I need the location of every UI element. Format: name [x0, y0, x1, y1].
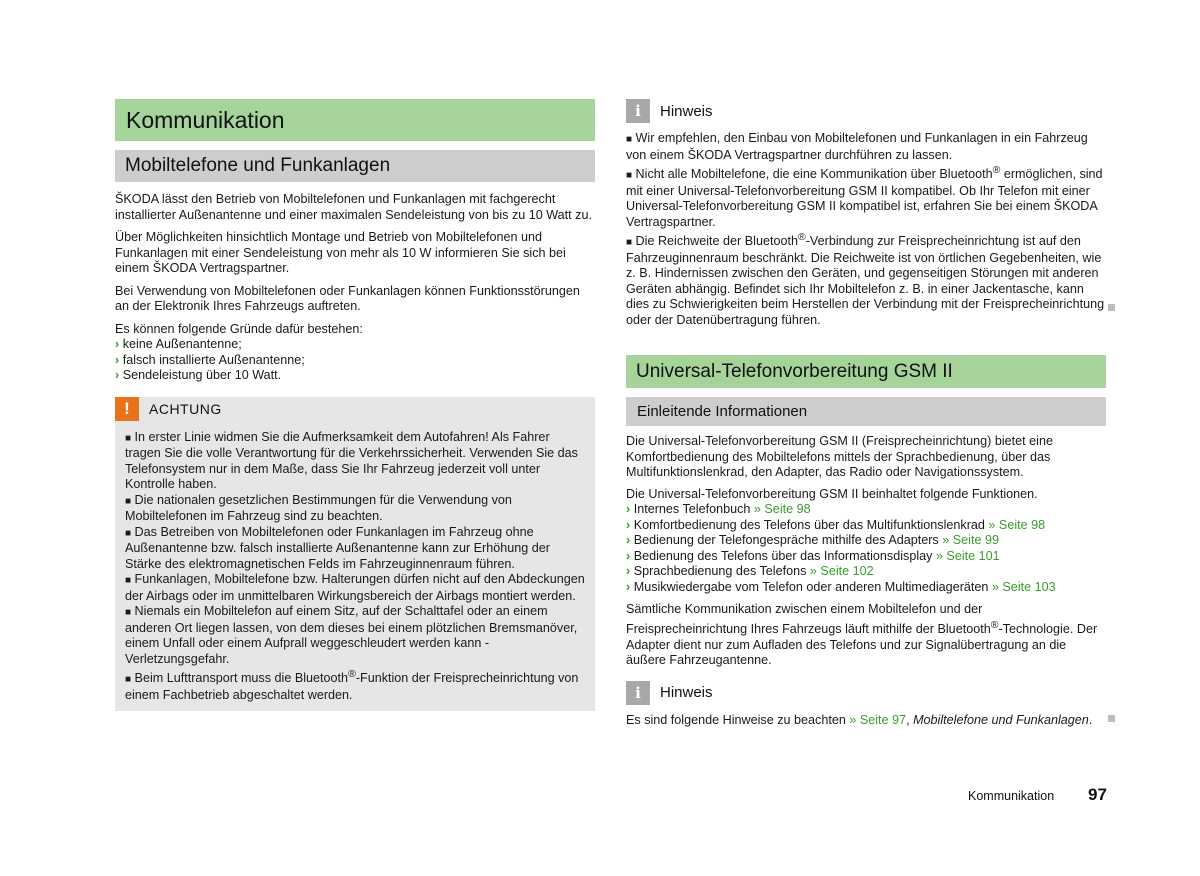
page-link[interactable]: » Seite 101: [935, 548, 1000, 563]
page-link[interactable]: » Seite 102: [809, 564, 874, 579]
arrow-icon: ›: [626, 564, 631, 579]
list-item: ■ Beim Lufttransport muss die Bluetooth®-Funktion der Freisprecheinrichtung von einem Fachbetrieb abgeschaltet werden.: [125, 668, 579, 702]
list-item: ■ Die Reichweite der Bluetooth®-Verbindung zur Freisprecheinrichtung ist auf den Fahrzeuginnenraum beschränkt. Die Reichweite ist von örtlichen Gegebenheiten, wie z. B. Hindernissen zwischen den Geräten, und gegenseitigen Störungen mit anderen Geräten abhängig. Befindet sich Ihr Mobiltelefon z. B. in einer Jackentasche, kann dies zu Schwierigkeiten beim Herstellen der Verbindung mit der Freisprecheinrichtung oder der Datenübertragung führen.: [626, 231, 1105, 327]
bullet-icon: ■: [125, 527, 132, 539]
bullet-icon: ■: [125, 432, 132, 444]
footer-chapter: Kommunikation: [968, 789, 1055, 803]
page-link[interactable]: » Seite 99: [942, 533, 999, 548]
list-item: › Bedienung des Telefons über das Informationsdisplay » Seite 101: [626, 548, 1000, 563]
page-link[interactable]: » Seite 103: [991, 579, 1056, 594]
paragraph: Es können folgende Gründe dafür bestehen:: [115, 321, 363, 336]
note-title: Hinweis: [660, 102, 713, 120]
warning-title: ACHTUNG: [149, 400, 222, 417]
bullet-icon: ■: [125, 495, 132, 507]
list-item: ■ Die nationalen gesetzlichen Bestimmungen für die Verwendung von Mobiltelefonen im Fahrzeug sind zu beachten.: [125, 492, 512, 523]
paragraph: Die Universal-Telefonvorbereitung GSM II (Freisprecheinrichtung) bietet eine Komfortbedienung des Mobiltelefons mittels der Sprachbedienung, über das Multifunktionslenkrad, den Adapter, das Radio oder Navigationssystem.: [626, 434, 1053, 480]
list-item: › Musikwiedergabe vom Telefon oder anderen Multimediageräten » Seite 103: [626, 579, 1056, 594]
chapter-title: Kommunikation: [115, 99, 595, 141]
warning-body: [115, 421, 595, 704]
list-item: ■ In erster Linie widmen Sie die Aufmerksamkeit dem Autofahren! Als Fahrer tragen Sie die volle Verantwortung für die Verkehrssicherheit. Verwenden Sie das Telefonsystem nur in dem Maße, dass Sie Ihr Fahrzeug jederzeit voll unter Kontrolle haben.: [125, 429, 578, 491]
info-icon: i: [626, 681, 650, 705]
paragraph: Bei Verwendung von Mobiltelefonen oder Funkanlagen können Funktionsstörungen an der Elektronik Ihres Fahrzeugs auftreten.: [115, 283, 580, 313]
list-item: ■ Funkanlagen, Mobiltelefone bzw. Halterungen dürfen nicht auf den Abdeckungen der Airbags oder im unmittelbaren Wirkungsbereich der Airbags montiert werden.: [125, 572, 585, 603]
paragraph: Über Möglichkeiten hinsichtlich Montage und Betrieb von Mobiltelefonen und Funkanlagen mit einer Sendeleistung von mehr als 10 W informieren Sie sich bei einem ŠKODA Vertragspartner.: [115, 230, 566, 275]
section-end-marker: [1108, 715, 1115, 722]
section-title-gsm: Universal-Telefonvorbereitung GSM II: [626, 355, 1106, 388]
arrow-icon: ›: [115, 368, 120, 382]
section-title-mobile: Mobiltelefone und Funkanlagen: [115, 150, 595, 182]
note-title: Hinweis: [660, 684, 713, 702]
list-item: › Bedienung der Telefongespräche mithilfe des Adapters » Seite 99: [626, 533, 999, 548]
arrow-icon: ›: [626, 548, 631, 563]
arrow-icon: ›: [626, 533, 631, 548]
page-link[interactable]: » Seite 97: [849, 712, 907, 727]
warning-box: [115, 397, 595, 712]
section-end-marker: [1108, 304, 1115, 311]
bullet-icon: ■: [626, 134, 633, 145]
list-item: › Internes Telefonbuch » Seite 98: [626, 502, 811, 517]
note-body: [626, 131, 1106, 328]
list-item: ■ Nicht alle Mobiltelefone, die eine Kommunikation über Bluetooth® ermöglichen, sind mit einer Universal-Telefonvorbereitung GSM II kompatibel. Ob Ihr Telefon mit einer Universal-Telefonvorbereitung GSM II kompatibel ist, erfahren Sie bei einem ŠKODA Vertragspartner.: [626, 164, 1103, 229]
left-column: [115, 99, 595, 711]
paragraph: Die Universal-Telefonvorbereitung GSM II beinhaltet folgende Funktionen.: [626, 486, 1038, 501]
right-column: [626, 99, 1106, 728]
bullet-icon: ■: [125, 607, 132, 618]
arrow-icon: ›: [626, 517, 631, 532]
bullet-icon: ■: [125, 575, 132, 586]
list-item: › falsch installierte Außenantenne;: [115, 352, 305, 367]
info-icon: i: [626, 99, 650, 123]
page-link[interactable]: » Seite 98: [988, 517, 1046, 532]
warning-icon: !: [115, 397, 139, 421]
list-item: ■ Wir empfehlen, den Einbau von Mobiltelefonen und Funkanlagen in ein Fahrzeug von einem ŠKODA Vertragspartner durchführen zu lassen.: [626, 131, 1088, 162]
page-number: 97: [1088, 785, 1107, 804]
arrow-icon: ›: [115, 337, 120, 351]
warning-header: [115, 397, 595, 421]
list-item: › Komfortbedienung des Telefons über das Multifunktionslenkrad » Seite 98: [626, 517, 1046, 532]
list-item: › keine Außenantenne;: [115, 337, 242, 351]
page-link[interactable]: » Seite 98: [753, 502, 811, 517]
note-header: [626, 681, 1106, 705]
subsection-title: Einleitende Informationen: [626, 397, 1106, 426]
paragraph: ŠKODA lässt den Betrieb von Mobiltelefonen und Funkanlagen mit fachgerecht installierter Außenantenne und einer maximalen Sendeleistung von bis zu 10 Watt zu.: [115, 192, 592, 222]
bullet-icon: ■: [626, 170, 633, 182]
list-item: ■ Das Betreiben von Mobiltelefonen oder Funkanlagen im Fahrzeug ohne Außenantenne bzw. falsch installierte Außenantenne kann zur Erhöhung der Stärke des elektromagnetischen Felds im Fahrzeuginnenraum führen.: [125, 524, 550, 571]
note-text: Es sind folgende Hinweise zu beachten » Seite 97, Mobiltelefone und Funkanlagen.: [626, 712, 1093, 727]
list-item: ■ Niemals ein Mobiltelefon auf einem Sitz, auf der Schalttafel oder an einem anderen Ort liegen lassen, von dem dieses bei einem plötzlichen Bremsmanöver, einem Unfall oder einem Aufprall weggeschleudert werden kann - Verletzungsgefahr.: [125, 604, 578, 666]
list-item: › Sendeleistung über 10 Watt.: [115, 368, 282, 382]
arrow-icon: ›: [626, 502, 631, 517]
bullet-icon: ■: [125, 674, 132, 686]
note-header: [626, 99, 1106, 123]
list-item: › Sprachbedienung des Telefons » Seite 102: [626, 564, 874, 579]
arrow-icon: ›: [115, 352, 120, 367]
arrow-icon: ›: [626, 579, 631, 594]
paragraph: Sämtliche Kommunikation zwischen einem Mobiltelefon und der Freisprecheinrichtung Ihres Fahrzeugs läuft mithilfe der Bluetooth®-Technologie. Der Adapter dient nur zum Aufladen des Telefons und zur Signalübertragung an die äußere Fahrzeugantenne.: [626, 602, 1098, 668]
bullet-icon: ■: [626, 237, 633, 249]
